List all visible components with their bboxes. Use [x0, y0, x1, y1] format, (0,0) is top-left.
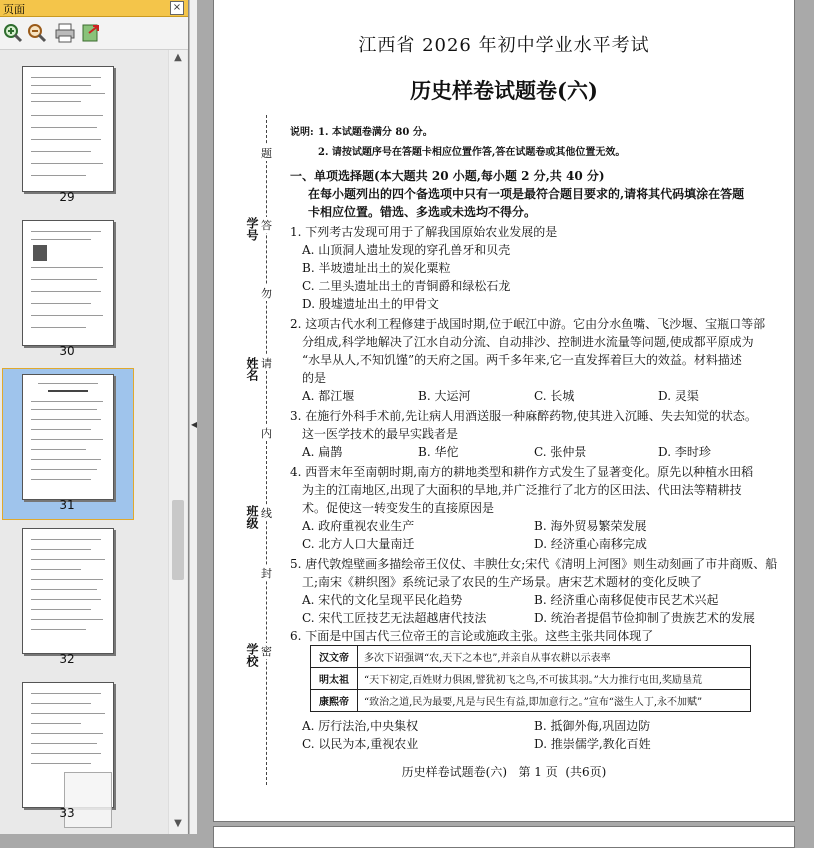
option: A. 厉行法治,中央集权	[302, 719, 419, 733]
document-view	[197, 0, 814, 834]
collapse-arrow-icon[interactable]: ◀	[191, 420, 198, 429]
table-cell: 多次下诏强调“农,天下之本也”,并亲自从事农耕以示表率	[358, 646, 751, 668]
option: B. 大运河	[418, 389, 471, 403]
question-2-line: 2. 这项古代水利工程修建于战国时期,位于岷江中游。它由分水鱼嘴、飞沙堰、宝瓶口等部	[290, 317, 766, 331]
option: B. 抵御外侮,巩固边防	[534, 719, 651, 733]
question-6-stem: 6. 下面是中国古代三位帝王的言论或施政主张。这些主张共同体现了	[290, 629, 654, 643]
page-thumbnail[interactable]	[22, 220, 114, 346]
option: D. 殷墟遗址出土的甲骨文	[302, 297, 439, 311]
option: C. 长城	[534, 389, 575, 403]
exam-title: 江西省 2026 年初中学业水平考试	[358, 35, 650, 56]
option: C. 宋代工匠技艺无法超越唐代技法	[302, 611, 487, 625]
thumbnail-page-number: 33	[59, 806, 75, 820]
zoom-out-icon[interactable]	[26, 22, 48, 44]
option: B. 经济重心南移促使市民艺术兴起	[534, 593, 719, 607]
question-5-line: 工;南宋《耕织图》系统记录了农民的生产场景。唐宋艺术题材的变化反映了	[302, 575, 703, 589]
seal-mark: 勿	[261, 287, 272, 300]
field-school-label: 学校	[245, 643, 259, 667]
option: A. 山顶洞人遗址发现的穿孔兽牙和贝壳	[302, 243, 511, 257]
next-document-page	[213, 826, 795, 848]
table-cell: 汉文帝	[311, 646, 358, 668]
field-name-label: 姓名	[245, 357, 259, 381]
thumbnail-page-number: 31	[59, 498, 75, 512]
question-3-line: 这一医学技术的最早实践者是	[302, 427, 459, 441]
panel-title: 页面	[3, 3, 25, 16]
option: B. 海外贸易繁荣发展	[534, 519, 647, 533]
seal-mark: 请	[261, 357, 272, 370]
scrollbar-thumb[interactable]	[172, 500, 184, 580]
seal-mark: 答	[261, 219, 272, 232]
panel-toolbar	[0, 17, 188, 50]
pages-panel	[0, 0, 189, 834]
scroll-down-icon[interactable]: ▼	[174, 818, 182, 829]
extract-page-icon[interactable]	[80, 22, 102, 44]
page-footer: 历史样卷试题卷(六) 第 1 页 (共6页)	[401, 765, 607, 779]
paper-title: 历史样卷试题卷(六)	[410, 78, 598, 103]
table-cell: “致治之道,民为最要,凡是与民生有益,即加意行之。”宣布“滋生人丁,永不加赋”	[358, 690, 751, 712]
thumbnail-list	[0, 50, 168, 834]
table-cell: “天下初定,百姓财力俱困,譬犹初飞之鸟,不可拔其羽。”大力推行屯田,奖励垦荒	[358, 668, 751, 690]
option: A. 宋代的文化呈现平民化趋势	[302, 593, 463, 607]
page-thumbnail-selected[interactable]	[22, 374, 114, 500]
option: A. 政府重视农业生产	[302, 519, 415, 533]
question-5-line: 5. 唐代敦煌壁画多描绘帝王仪仗、丰腴仕女;宋代《清明上河图》则生动刻画了市井商贩、船	[290, 557, 778, 571]
option: D. 李时珍	[658, 445, 711, 459]
close-icon[interactable]: ×	[170, 1, 184, 15]
table-row	[311, 646, 751, 668]
question-2-line: “水旱从人,不知饥馑”的天府之国。两千多年来,它一直发挥着巨大的效益。材料描述	[302, 353, 742, 367]
seal-mark: 题	[261, 147, 272, 160]
table-row	[311, 690, 751, 712]
instruction-line: 卡相应位置。错选、多选或未选均不得分。	[308, 205, 537, 219]
option: D. 推崇儒学,教化百姓	[534, 737, 651, 751]
option: A. 都江堰	[302, 389, 355, 403]
emperor-table	[310, 645, 751, 712]
page-thumbnail[interactable]	[22, 528, 114, 654]
option: B. 华佗	[418, 445, 459, 459]
table-row	[311, 668, 751, 690]
zoom-in-icon[interactable]	[2, 22, 24, 44]
question-2-line: 的是	[302, 371, 327, 385]
option: D. 经济重心南移完成	[534, 537, 647, 551]
section-heading: 一、单项选择题(本大题共 20 小题,每小题 2 分,共 40 分)	[290, 169, 605, 183]
binding-line	[266, 115, 268, 785]
thumbnail-scrollbar[interactable]	[168, 50, 187, 834]
option: C. 北方人口大量南迁	[302, 537, 415, 551]
scroll-up-icon[interactable]: ▲	[174, 52, 182, 63]
printer-icon[interactable]	[54, 22, 76, 44]
thumbnail-page-number: 32	[59, 652, 75, 666]
note-2: 2. 请按试题序号在答题卡相应位置作答,答在试题卷或其他位置无效。	[318, 147, 626, 158]
thumbnail-page-number: 30	[59, 344, 75, 358]
question-4-line: 为主的江南地区,出现了大面积的旱地,并广泛推行了北方的区田法、代田法等精耕技	[302, 483, 742, 497]
option: C. 二里头遗址出土的青铜爵和绿松石龙	[302, 279, 511, 293]
field-class-label: 班级	[245, 505, 259, 529]
question-4-line: 术。促使这一转变发生的直接原因是	[302, 501, 495, 515]
option: D. 灵渠	[658, 389, 699, 403]
seal-mark: 密	[261, 645, 272, 658]
option: B. 半坡遗址出土的炭化粟粒	[302, 261, 451, 275]
seal-mark: 线	[261, 507, 272, 520]
panel-title-bar	[0, 0, 188, 17]
thumbnail-page-number: 29	[59, 190, 75, 204]
note-1: 1. 本试题卷满分 80 分。	[318, 127, 433, 138]
question-2-line: 分组成,科学地解决了江水自动分流、自动排沙、控制进水流量等问题,使成都平原成为	[302, 335, 754, 349]
seal-mark: 封	[261, 567, 272, 580]
option: C. 张仲景	[534, 445, 587, 459]
table-cell: 康熙帝	[311, 690, 358, 712]
question-3-line: 3. 在施行外科手术前,先让病人用酒送服一种麻醉药物,使其进入沉睡、失去知觉的状态。	[290, 409, 757, 423]
note-label: 说明:	[290, 127, 314, 138]
field-number-label: 学号	[245, 217, 259, 241]
instruction-line: 在每小题列出的四个备选项中只有一项是最符合题目要求的,请将其代码填涂在答题	[308, 187, 745, 201]
page-thumbnail[interactable]	[22, 66, 114, 192]
seal-mark: 内	[261, 427, 272, 440]
question-4-line: 4. 西晋末年至南朝时期,南方的耕地类型和耕作方式发生了显著变化。原先以种植水田稻	[290, 465, 754, 479]
question-1-stem: 1. 下列考古发现可用于了解我国原始农业发展的是	[290, 225, 558, 239]
option: D. 统治者提倡节俭抑制了贵族艺术的发展	[534, 611, 755, 625]
document-page	[213, 0, 795, 822]
table-cell: 明太祖	[311, 668, 358, 690]
option: A. 扁鹊	[302, 445, 343, 459]
option: C. 以民为本,重视农业	[302, 737, 419, 751]
